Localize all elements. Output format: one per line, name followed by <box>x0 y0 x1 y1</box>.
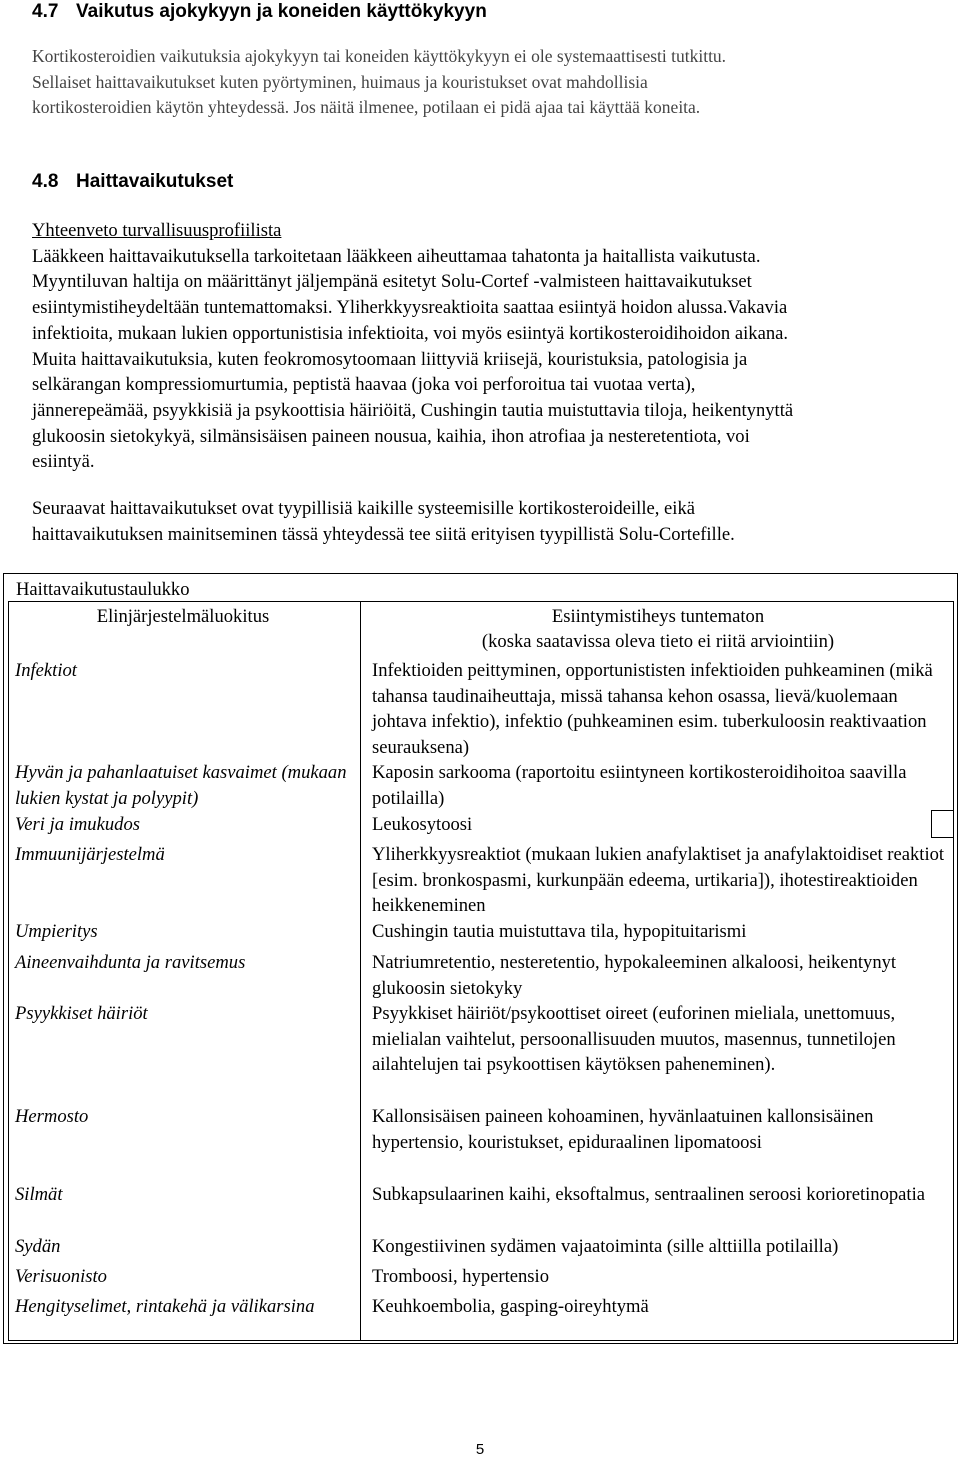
effect-cell: Infektioiden peittyminen, opportunististen infektioiden puhkeaminen (mikä tahansa taudinaiheuttaja, missä tahansa kehon osassa, lievä/kuolemaan johtava infektio), infektio (puhkeaminen esim. tuberkuloosin reaktivaation seurauksena) <box>372 660 933 758</box>
section-4-8-line: Muita haittavaikutuksia, kuten feokromosytoomaan liittyviä kriisejä, kouristuksia, patologisia ja <box>32 348 748 370</box>
table-title: Haittavaikutustaulukko <box>16 579 190 600</box>
organ-cell: Psyykkiset häiriöt <box>15 1003 148 1024</box>
section-4-7-body <box>32 44 952 121</box>
frequency-header-line: Esiintymistiheys tuntematon <box>551 606 765 627</box>
section-4-8-line: selkärangan kompressiomurtumia, peptistä haavaa (joka voi perforoitua tai vuotaa verta), <box>32 374 696 396</box>
section-4-8-title: Haittavaikutukset <box>76 171 234 192</box>
effect-cell: Psyykkiset häiriöt/psykoottiset oireet (euforinen mieliala, unettomuus, mielialan vaihtelut, persoonallisuuden muutos, masennus, tunnetilojen ailahtelujen tai psykoottisen käytöksen paheneminen). <box>372 1003 896 1075</box>
effect-cell: Yliherkkyysreaktiot (mukaan lukien anafylaktiset ja anafylaktoidiset reaktiot [esim. bronkospasmi, kurkunpään edeema, urtikaria]), ihotestireaktioiden heikkeneminen <box>372 844 945 916</box>
table-border <box>953 601 954 1340</box>
section-4-7-line: kortikosteroidien käytön yhteydessä. Jos näitä ilmenee, potilaan ei pidä ajaa tai käyttää koneita. <box>32 97 701 118</box>
column-divider <box>360 601 361 1340</box>
organ-cell: Aineenvaihdunta ja ravitsemus <box>15 952 246 973</box>
organ-cell: Verisuonisto <box>15 1266 107 1287</box>
section-4-8-body-2 <box>32 496 952 547</box>
frequency-header-line: (koska saatavissa oleva tieto ei riitä arviointiin) <box>481 631 835 652</box>
effect-cell: Kongestiivinen sydämen vajaatoiminta (sille alttiilla potilailla) <box>372 1236 839 1257</box>
effect-cell: Cushingin tautia muistuttava tila, hypopituitarismi <box>372 921 747 942</box>
organ-cell: Sydän <box>15 1236 61 1257</box>
table-border <box>8 601 9 1340</box>
row-divider <box>8 1340 954 1341</box>
organ-class-header: Elinjärjestelmäluokitus <box>96 606 270 627</box>
section-4-8-line: esiintyä. <box>32 451 95 473</box>
organ-cell: Veri ja imukudos <box>15 814 140 835</box>
section-4-8-line: jännerepeämää, psyykkisiä ja psykoottisia häiriöitä, Cushingin tautia muistuttavia tiloja, heikentynyttä <box>32 399 794 421</box>
section-4-8-body <box>32 218 952 475</box>
effect-cell: Leukosytoosi <box>372 814 473 835</box>
safety-profile-subheading: Yhteenveto turvallisuusprofiilista <box>32 220 282 241</box>
section-4-7-line: Sellaiset haittavaikutukset kuten pyörtyminen, huimaus ja kouristukset ovat mahdollisia <box>32 71 648 92</box>
organ-cell: Infektiot <box>15 660 77 681</box>
section-4-7-title: Vaikutus ajokykyyn ja koneiden käyttökykyyn <box>76 1 487 22</box>
organ-cell: Umpieritys <box>15 921 98 942</box>
organ-cell: Silmät <box>15 1184 63 1205</box>
section-4-8-line: Seuraavat haittavaikutukset ovat tyypillisiä kaikille systeemisille kortikosteroideille, eikä <box>32 498 696 519</box>
section-4-7-heading <box>32 1 487 23</box>
row-divider <box>8 601 954 602</box>
section-4-7-number: 4.7 <box>32 1 59 22</box>
section-4-8-line: haittavaikutuksen mainitseminen tässä yhteydessä tee siitä erityisen tyypillistä Solu-Cortefille. <box>32 523 735 545</box>
section-4-7-line: Kortikosteroidien vaikutuksia ajokykyyn tai koneiden käyttökykyyn ei ole systemaattisesti tutkittu. <box>32 46 727 66</box>
adverse-reactions-table <box>3 573 958 1344</box>
organ-cell: Hermosto <box>15 1106 89 1127</box>
section-4-8-line: esiintymistiheydeltään tuntemattomaksi. Yliherkkyysreaktioita saattaa esiintyä hoidon alussa.Vakavia <box>32 297 788 319</box>
section-4-8-line: glukoosin sietokykyä, silmänsisäisen paineen nousua, kaihia, ihon atrofiaa ja nesteretentiota, voi <box>32 425 750 447</box>
section-4-8-line: Myyntiluvan haltija on määrittänyt jäljempänä esitetyt Solu-Cortef -valmisteen haittavaikutukset <box>32 271 752 293</box>
effect-cell: Tromboosi, hypertensio <box>372 1266 549 1287</box>
effect-cell: Subkapsulaarinen kaihi, eksoftalmus, sentraalinen seroosi korioretinopatia <box>372 1184 926 1205</box>
organ-cell: Immuunijärjestelmä <box>15 844 165 865</box>
section-4-8-heading <box>32 171 233 193</box>
frequency-header <box>364 604 952 654</box>
effect-cell: Kaposin sarkooma (raportoitu esiintyneen kortikosteroidihoitoa saavilla potilailla) <box>372 762 907 809</box>
effect-cell: Natriumretentio, nesteretentio, hypokaleeminen alkaloosi, heikentynyt glukoosin sietokyky <box>372 952 897 999</box>
section-4-8-line: infektioita, mukaan lukien opportunistisia infektioita, voi myös esiintyä kortikosteroidihoidon aikana. <box>32 322 789 344</box>
effect-cell: Keuhkoembolia, gasping-oireyhtymä <box>372 1296 649 1317</box>
organ-cell: Hengityselimet, rintakehä ja välikarsina <box>15 1296 315 1317</box>
organ-cell: Hyvän ja pahanlaatuiset kasvaimet (mukaan lukien kystat ja polyypit) <box>15 762 347 809</box>
section-4-8-line: Lääkkeen haittavaikutuksella tarkoitetaan lääkkeen aiheuttamaa tahatonta ja haitallista vaikutusta. <box>32 245 761 267</box>
effect-cell: Kallonsisäisen paineen kohoaminen, hyvänlaatuinen kallonsisäinen hypertensio, kouristukset, epiduraalinen lipomatoosi <box>372 1106 874 1153</box>
section-4-8-number: 4.8 <box>32 171 59 192</box>
page-number: 5 <box>475 1441 485 1458</box>
